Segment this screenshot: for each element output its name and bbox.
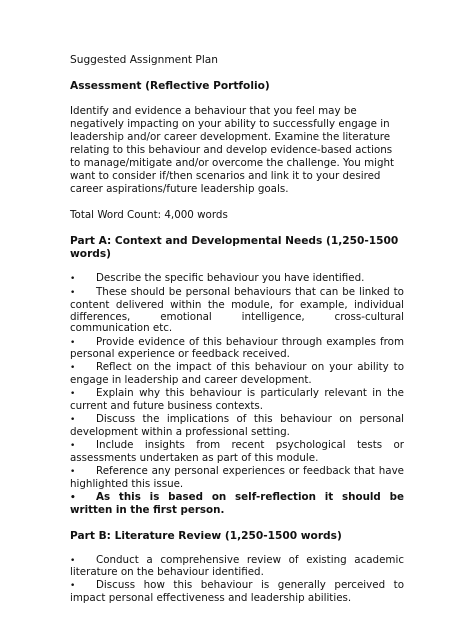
bullet-icon: • [70,363,76,374]
list-item: • Provide evidence of this behaviour through examples from personal experience or feedback received. [70,335,404,361]
list-item: • As this is based on self-reflection it should be written in the first person. [70,490,404,516]
document-page [70,54,404,618]
list-item: • Reference any personal experiences or feedback that have highlighted this issue. [70,465,404,490]
part-b-bullet-list [70,555,404,605]
word-count: Total Word Count: 4,000 words [70,209,228,221]
list-item: • These should be personal behaviours that can be linked to content delivered within the module, for example, individual differences, emotional intelligence, cross-cultural communication etc. [70,286,404,335]
bullet-icon: • [70,492,76,503]
bullet-icon: • [70,389,76,400]
bullet-icon: • [70,274,76,284]
list-item: • Explain why this behaviour is particularly relevant in the current and future business contexts. [70,387,404,413]
part-b-heading: Part B: Literature Review (1,250-1500 words) [70,529,342,542]
bullet-icon: • [70,415,76,426]
list-item: • Reflect on the impact of this behaviour on your ability to engage in leadership and career development. [70,361,404,387]
bullet-icon: • [70,467,76,478]
bullet-icon: • [70,555,76,566]
bullet-icon: • [70,581,76,592]
list-item: • Discuss how this behaviour is generally perceived to impact personal effectiveness and leadership abilities. [70,579,404,605]
document-title: Suggested Assignment Plan [70,54,218,66]
part-a-bullet-list [70,273,404,517]
list-item: • Conduct a comprehensive review of existing academic literature on the behaviour identified. [70,553,404,579]
part-a-heading: Part A: Context and Developmental Needs (1,250-1500 words) [70,235,399,260]
bullet-icon: • [70,441,76,452]
bullet-icon: • [70,288,76,299]
bullet-icon: • [70,337,76,348]
intro-paragraph: Identify and evidence a behaviour that you feel may be negatively impacting on your ability to successfully engage in leadership and/or career development. Examine the literature relating to this behaviour and develop evidence-based actions to manage/mitigate and/or overcome the challenge. You might want to consider if/then scenarios and link it to your desired career aspirations/future leadership goals. [70,105,395,195]
list-item: • Describe the specific behaviour you have identified. [70,272,365,284]
assessment-heading: Assessment (Reflective Portfolio) [70,80,270,92]
list-item: • Discuss the implications of this behaviour on personal development within a professional setting. [70,413,404,439]
list-item: • Include insights from recent psychological tests or assessments undertaken as part of this module. [70,439,404,464]
